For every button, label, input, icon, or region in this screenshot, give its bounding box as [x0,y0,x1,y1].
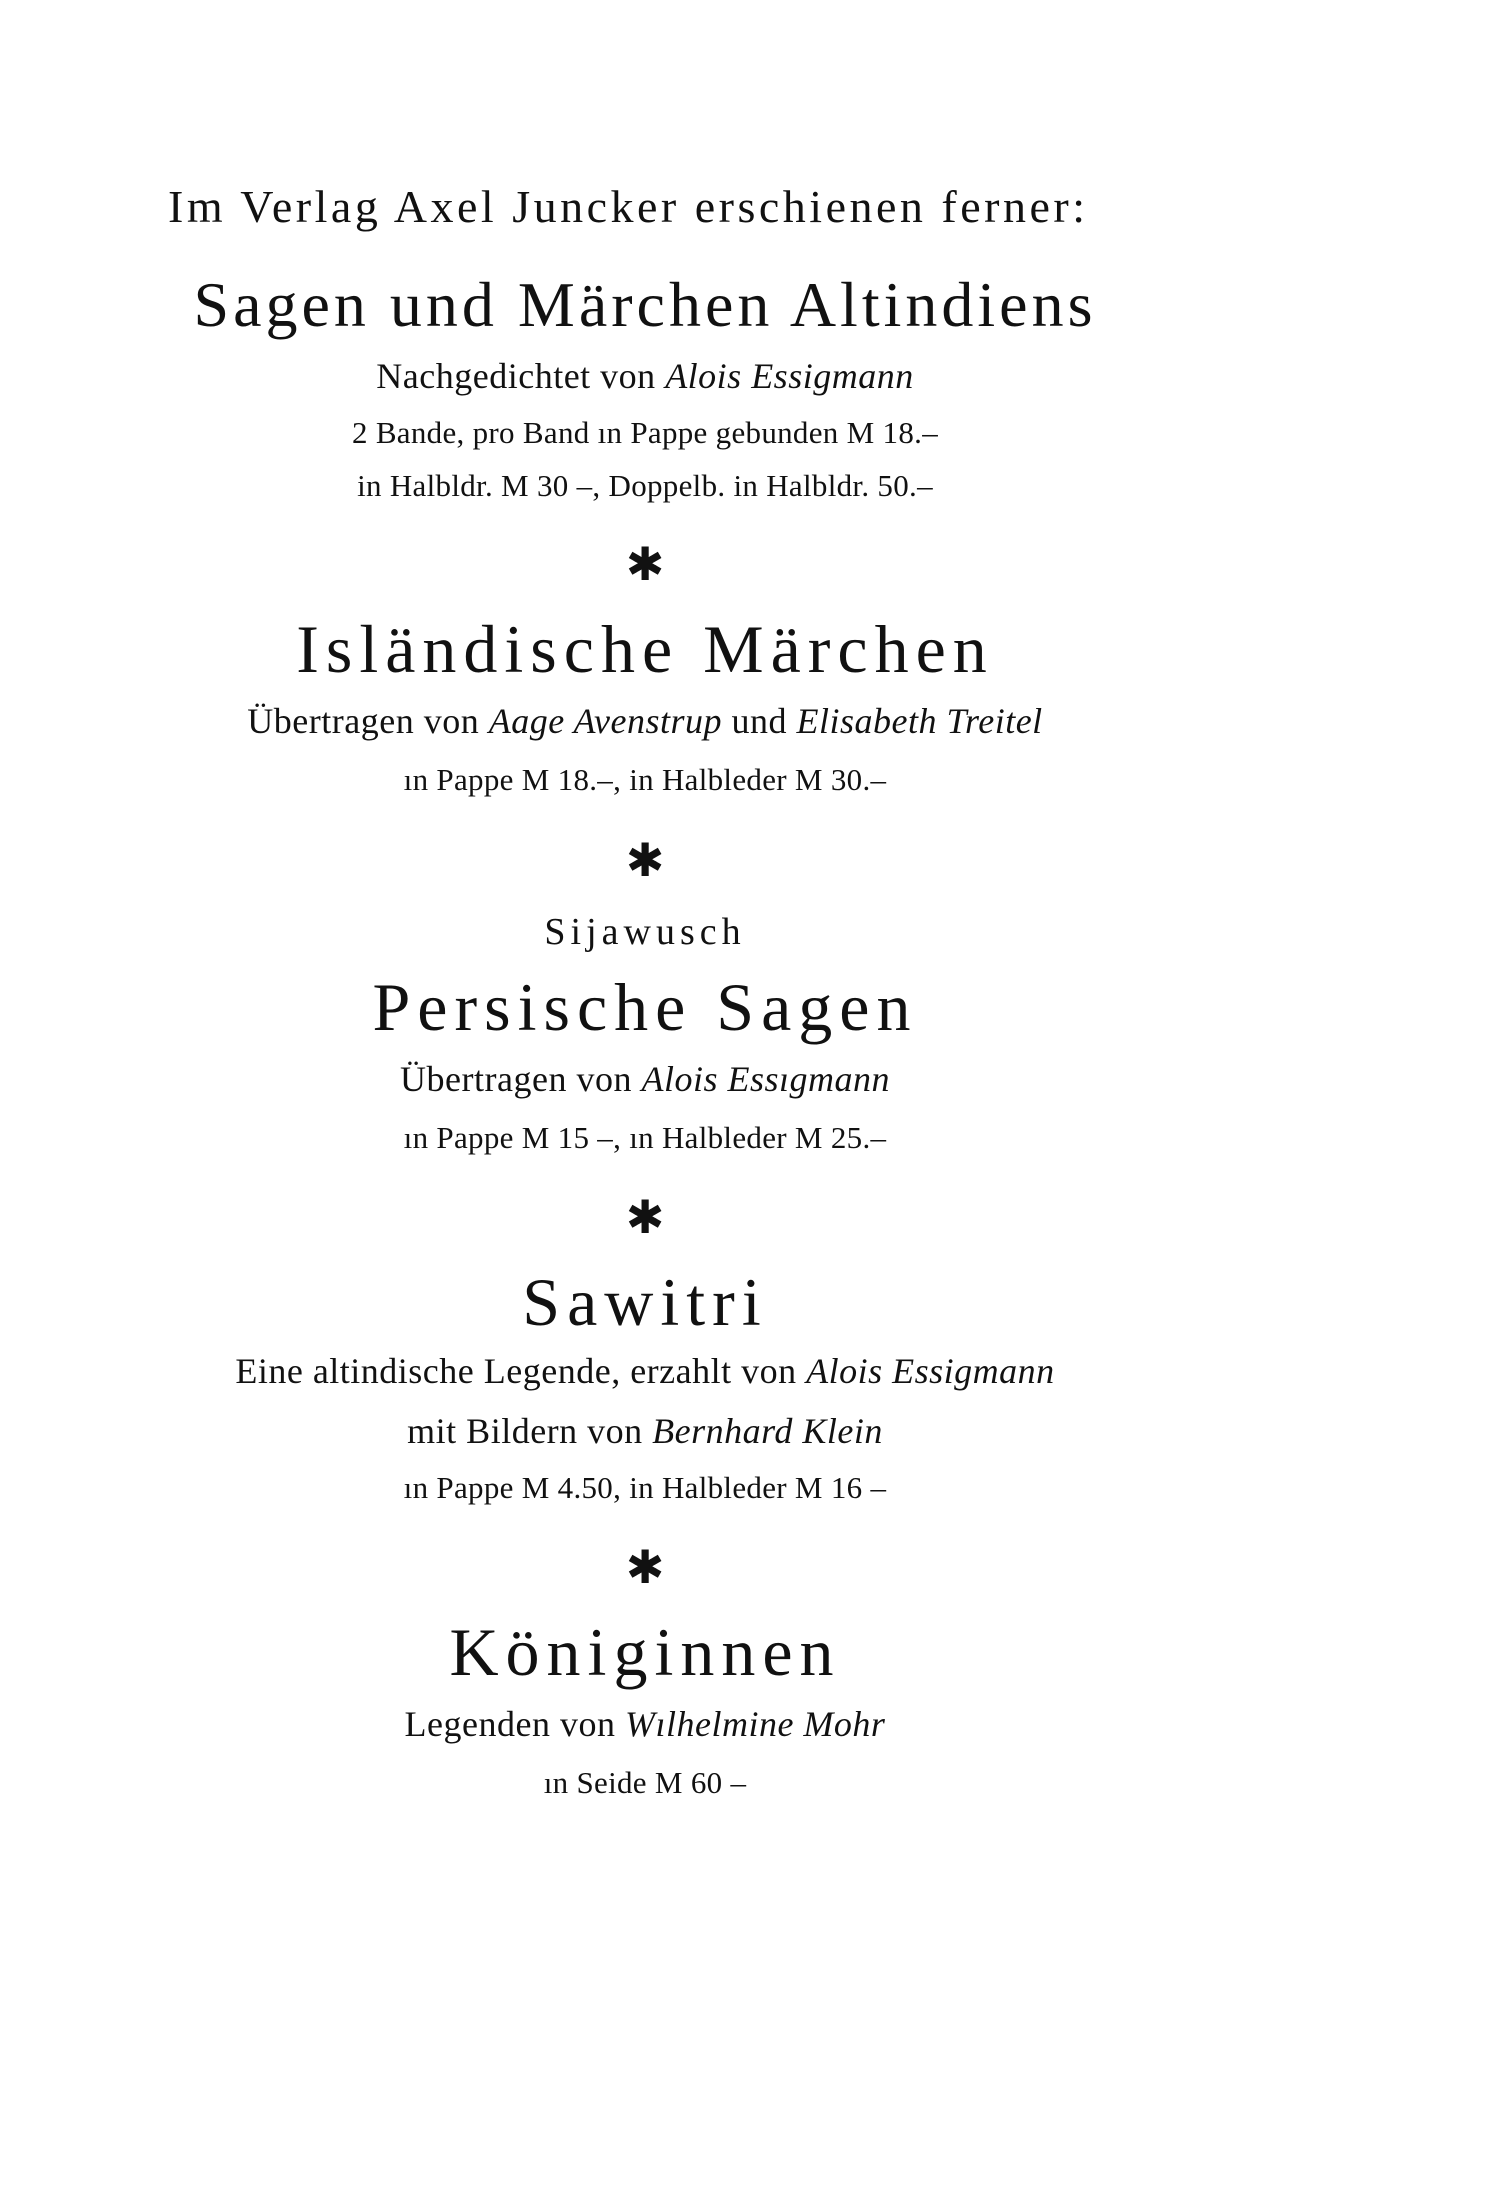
subtitle-prefix: Nachgedichtet von [376,356,656,396]
subtitle-prefix: Übertragen von [400,1059,632,1099]
book-pretitle: Sijawusch [544,911,746,953]
subtitle-prefix: Übertragen von [247,701,480,741]
book-subtitle [0,1058,1290,1100]
book-subtitle [0,700,1290,742]
illustrator-name: Bernhard Klein [652,1411,883,1451]
separator-asterisk: ✱ [625,1540,665,1594]
author-name: Alois Essigmann [806,1351,1055,1391]
separator-asterisk: ✱ [625,833,665,887]
book-title: Sawitri [522,1264,768,1340]
book-subtitle [0,1350,1290,1392]
author-name: Wılhelmine Mohr [624,1704,886,1744]
subtitle-prefix: Eine altindische Legende, erzahlt von [235,1351,797,1391]
separator-asterisk: ✱ [625,1190,665,1244]
author-name: Aage Avenstrup [488,701,723,741]
price-line: 2 Bande, pro Band ın Pappe gebunden M 18.– [351,415,938,450]
author-name: Alois Essıgmann [641,1059,890,1099]
book-title: Persische Sagen [372,969,918,1045]
book-title: Isländische Märchen [296,611,994,687]
subtitle-prefix: Legenden von [404,1704,616,1744]
book-subtitle [0,355,1290,397]
price-line: ın Pappe M 4.50, in Halbleder M 16 – [403,1470,887,1505]
illustrator-prefix: mit Bildern von [407,1411,643,1451]
price-line: ın Pappe M 15 –, ın Halbleder M 25.– [403,1120,887,1155]
conjunction: und [731,701,788,741]
price-line: ın Seide M 60 – [543,1765,747,1800]
book-title: Sagen und Märchen Altindiens [193,269,1097,340]
book-title: Königinnen [449,1614,841,1690]
publisher-intro: Im Verlag Axel Juncker erschienen ferner: [168,181,1089,232]
price-line: in Halbldr. M 30 –, Doppelb. in Halbldr. 50.– [357,468,933,503]
illustrator-line [0,1410,1290,1452]
price-line: ın Pappe M 18.–, in Halbleder M 30.– [403,762,887,797]
author-name: Alois Essigmann [665,356,914,396]
separator-asterisk: ✱ [625,537,665,591]
book-subtitle [0,1703,1290,1745]
author-name: Elisabeth Treitel [796,701,1043,741]
